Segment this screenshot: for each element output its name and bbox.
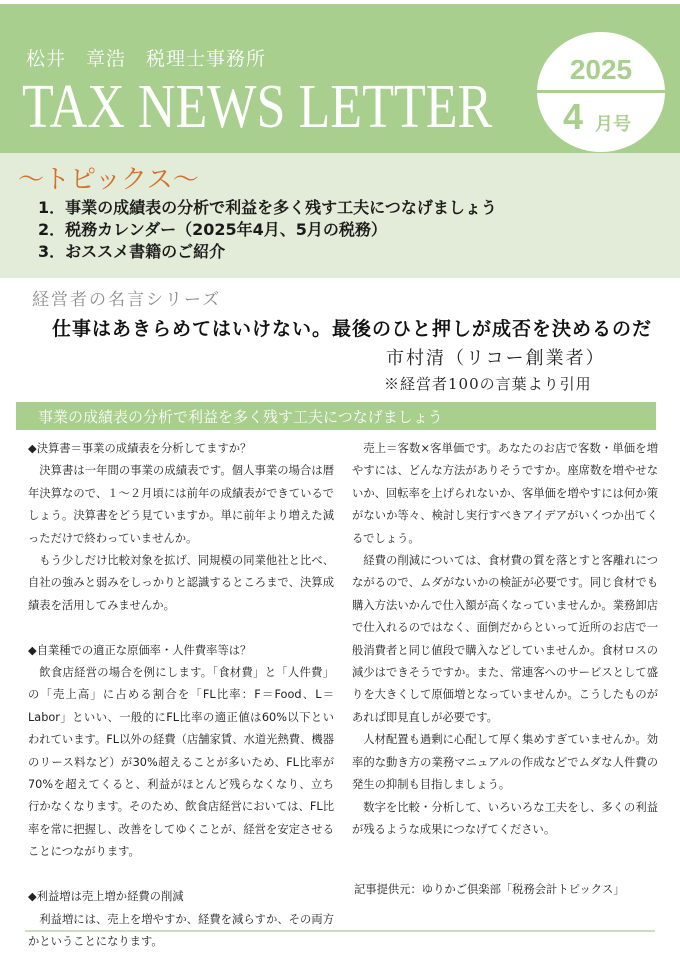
office-name: 松井 章浩 税理士事務所 [26, 48, 267, 70]
topic-item: 3．おススメ書籍のご紹介 [38, 242, 226, 261]
paragraph: 利益増には、売上を増やすか、経費を減らすか、その両方かということになります。 [28, 912, 334, 948]
spacer [28, 864, 334, 886]
article-left-column [28, 438, 334, 953]
issue-month: 4 [563, 96, 584, 137]
article-right-column [352, 438, 658, 841]
quote-text: 仕事はあきらめてはいけない。最後のひと押しが成否を決めるのだ [52, 318, 653, 340]
issue-year: 2025 [569, 54, 633, 85]
topic-item: 2．税務カレンダー（2025年4月、5月の税務） [38, 220, 387, 239]
newsletter-header [0, 4, 680, 153]
topic-item: 1．事業の成績表の分析で利益を多く残す工夫につなげましょう [38, 198, 497, 217]
masthead-title: TAX NEWS LETTER [22, 73, 493, 141]
paragraph: 経費の削減については、食材費の質を落とすと客離れにつながるので、ムダがないかの検証が必要です。同じ食材でも購入方法いかんで仕入額が高くなっていませんか。業務卸店で仕入れるのではなく、面倒だからといって近所のお店で一般消費者と同じ値段で購入などしていませんか。食材ロスの減少はできそうですか。また、常連客へのサービスとして盛りを大きくして原価増となっていませんか。こうしたものがあれば即見直しが必要です。 [352, 554, 658, 724]
issue-divider [537, 90, 665, 93]
issue-suffix: 月号 [595, 114, 631, 135]
footer-divider [25, 930, 655, 932]
paragraph: もう少しだけ比較対象を拡げ、同規模の同業他社と比べ、自社の強みと弱みをしっかりと認識するところまで、決算成績表を活用してみませんか。 [28, 554, 334, 612]
article-credit: 記事提供元：ゆりかご倶楽部「税務会計トピックス」 [354, 883, 625, 896]
topics-title: ～トピックス～ [18, 165, 199, 195]
article-title: 事業の成績表の分析で利益を多く残す工夫につなげましょう [38, 408, 443, 426]
paragraph: 飲食店経営の場合を例にします。「食材費」と「人件費」の「売上高」に占める割合を「FL比率：F＝Food、L＝Labor」といい、一般的にFL比率の適正値は60%以下といわれています。FL以外の経費（店舗家賃、水道光熱費、機器のリース料など）が30%超えることが多いため、FL比率が70%を超えてくると、利益がほとんど残らなくなり、立ち行かなくなります。そのため、飲食店経営においては、FL比率を常に把握し、改善をしてゆくことが、経営を安定させることにつながります。 [28, 666, 334, 859]
topics-list [38, 197, 497, 263]
section-heading: ◆決算書＝事業の成績表を分析してますか？ [28, 442, 252, 455]
quote-author: 市村清（リコー創業者） [386, 348, 606, 369]
paragraph: 決算書は一年間の事業の成績表です。個人事業の場合は暦年決算なので、１～２月頃には前年の成績表ができているでしょう。決算書をどう見ていますか。単に前年より増えた減っただけで終わっていませんか。 [28, 464, 334, 545]
paragraph: 数字を比較・分析して、いろいろな工夫をし、多くの利益が残るような成果につなげてください。 [352, 800, 658, 836]
article-title-bar [16, 402, 656, 430]
paragraph: 人材配置も過剰に心配して厚く集めすぎていませんか。効率的な動き方の業務マニュアルの作成などでムダな人件費の発生の抑制も目指しましょう。 [352, 733, 658, 792]
topics-panel [0, 153, 680, 278]
spacer [28, 617, 334, 639]
paragraph: 売上＝客数×客単価です。あなたのお店で客数・単価を増やすには、どんな方法がありそうですか。座席数を増やせないか、回転率を上げられないか、客単価を増やすには何か策がないか等々、検討し実行すべきアイデアがいくつか出てくるでしょう。 [352, 442, 658, 545]
quote-source: ※経営者100の言葉より引用 [384, 375, 592, 393]
quote-series-label: 経営者の名言シリーズ [32, 290, 222, 310]
section-heading: ◆自業種での適正な原価率・人件費率等は？ [28, 643, 252, 657]
issue-badge [537, 32, 665, 152]
section-heading: ◆利益増は売上増か経費の削減 [28, 890, 184, 904]
